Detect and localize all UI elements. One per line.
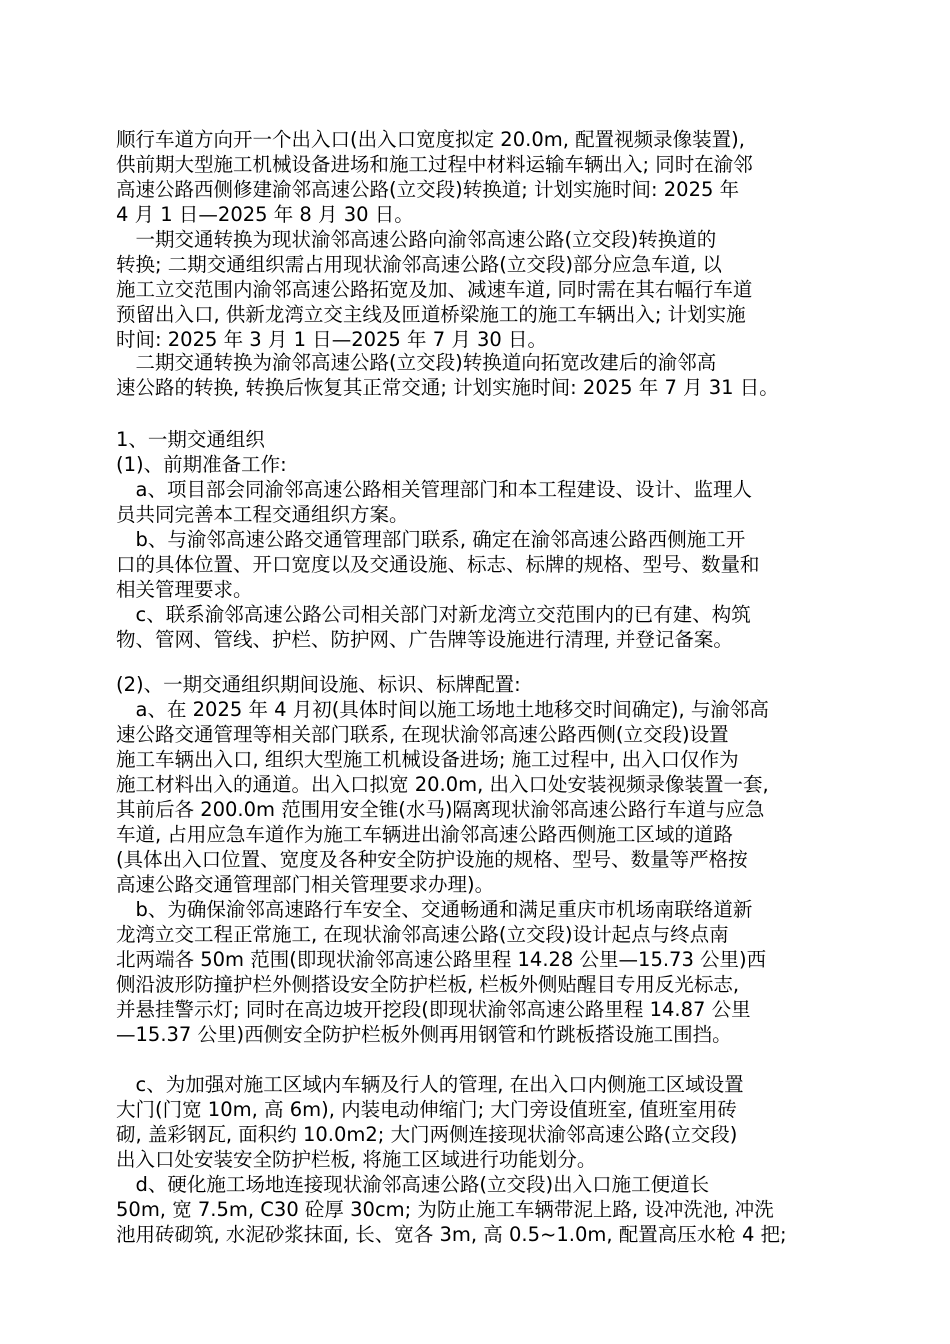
paragraph-road-hardening [116,1172,876,1247]
text-line: 速公路交通管理等相关部门联系, 在现状渝邻高速公路西侧(立交段)设置 [116,723,729,746]
text-line: (具体出入口位置、宽度及各种安全防护设施的规格、型号、数量等严格按 [116,848,748,871]
text-line: 口的具体位置、开口宽度以及交通设施、标志、标牌的规格、型号、数量和 [116,553,760,576]
text-line: 供前期大型施工机械设备进场和施工过程中材料运输车辆出入; 同时在渝邻 [116,153,753,176]
text-line: 北两端各 50m 范围(即现状渝邻高速公路里程 14.28 公里—15.73 公里)西 [116,948,767,971]
section-facilities-config [116,672,876,1047]
text-line: 物、管网、管线、护栏、防护网、广告牌等设施进行清理, 并登记备案。 [116,628,733,651]
section-phase1-traffic [116,427,876,652]
section-heading: 1、一期交通组织 [116,428,265,451]
text-line: —15.37 公里)西侧安全防护栏板外侧再用钢管和竹跳板搭设施工围挡。 [116,1023,732,1046]
text-line: 龙湾立交工程正常施工, 在现状渝邻高速公路(立交段)设计起点与终点南 [116,923,729,946]
text-line: 侧沿波形防撞护栏外侧搭设安全防护栏板, 栏板外侧贴醒目专用反光标志, [116,973,740,996]
text-line: 并悬挂警示灯; 同时在高边坡开挖段(即现状渝邻高速公路里程 14.87 公里 [116,998,751,1021]
text-line: b、为确保渝邻高速路行车安全、交通畅通和满足重庆市机场南联络道新 [116,898,753,921]
paragraph-gate [116,1072,876,1172]
text-line: 50m, 宽 7.5m, C30 砼厚 30cm; 为防止施工车辆带泥上路, 设冲洗池, 冲洗 [116,1198,774,1221]
text-line: 其前后各 200.0m 范围用安全锥(水马)隔离现状渝邻高速公路行车道与应急 [116,798,765,821]
text-line: 二期交通转换为渝邻高速公路(立交段)转换道向拓宽改建后的渝邻高 [116,351,717,374]
text-line: 施工车辆出入口, 组织大型施工机械设备进场; 施工过程中, 出入口仅作为 [116,748,739,771]
text-line: 大门(门宽 10m, 高 6m), 内装电动伸缩门; 大门旁设值班室, 值班室用砖 [116,1098,737,1121]
text-line: 施工材料出入的通道。出入口拟宽 20.0m, 出入口处安装视频录像装置一套, [116,773,769,796]
text-line: 车道, 占用应急车道作为施工车辆进出渝邻高速公路西侧施工区域的道路 [116,823,733,846]
paragraph-intro-continued [116,127,876,227]
text-line: 高速公路交通管理部门相关管理要求办理)。 [116,873,495,896]
paragraph-phase1-conversion [116,227,876,352]
text-line: 顺行车道方向开一个出入口(出入口宽度拟定 20.0m, 配置视频录像装置), [116,128,745,151]
text-line: 池用砖砌筑, 水泥砂浆抹面, 长、宽各 3m, 高 0.5~1.0m, 配置高压水枪 4 把; [116,1223,787,1246]
text-line: a、在 2025 年 4 月初(具体时间以施工场地土地移交时间确定), 与渝邻高 [116,698,769,721]
subsection-heading: (2)、一期交通组织期间设施、标识、标牌配置: [116,673,521,696]
text-line: a、项目部会同渝邻高速公路相关管理部门和本工程建设、设计、监理人 [116,478,752,501]
text-line: 转换; 二期交通组织需占用现状渝邻高速公路(立交段)部分应急车道, 以 [116,253,722,276]
text-line: 一期交通转换为现状渝邻高速公路向渝邻高速公路(立交段)转换道的 [116,228,717,251]
text-line: 施工立交范围内渝邻高速公路拓宽及加、减速车道, 同时需在其右幅行车道 [116,278,753,301]
text-line: 时间: 2025 年 3 月 1 日—2025 年 7 月 30 日。 [116,328,548,351]
text-line: 相关管理要求。 [116,578,253,601]
paragraph-phase2-conversion [116,350,876,400]
text-line: d、硬化施工场地连接现状渝邻高速公路(立交段)出入口施工便道长 [116,1173,710,1196]
text-line: c、联系渝邻高速公路公司相关部门对新龙湾立交范围内的已有建、构筑 [116,603,751,626]
text-line: 出入口处安装安全防护栏板, 将施工区域进行功能划分。 [116,1148,597,1171]
text-line: 4 月 1 日—2025 年 8 月 30 日。 [116,203,414,226]
text-line: 高速公路西侧修建渝邻高速公路(立交段)转换道; 计划实施时间: 2025 年 [116,178,740,201]
text-line: 员共同完善本工程交通组织方案。 [116,503,409,526]
text-line: 砌, 盖彩钢瓦, 面积约 10.0m2; 大门两侧连接现状渝邻高速公路(立交段) [116,1123,738,1146]
text-line: b、与渝邻高速公路交通管理部门联系, 确定在渝邻高速公路西侧施工开 [116,528,746,551]
text-line: c、为加强对施工区域内车辆及行人的管理, 在出入口内侧施工区域设置 [116,1073,744,1096]
text-line: 速公路的转换, 转换后恢复其正常交通; 计划实施时间: 2025 年 7 月 31 日。 [116,376,779,399]
text-line: 预留出入口, 供新龙湾立交主线及匝道桥梁施工的施工车辆出入; 计划实施 [116,303,746,326]
subsection-heading: (1)、前期准备工作: [116,453,287,476]
